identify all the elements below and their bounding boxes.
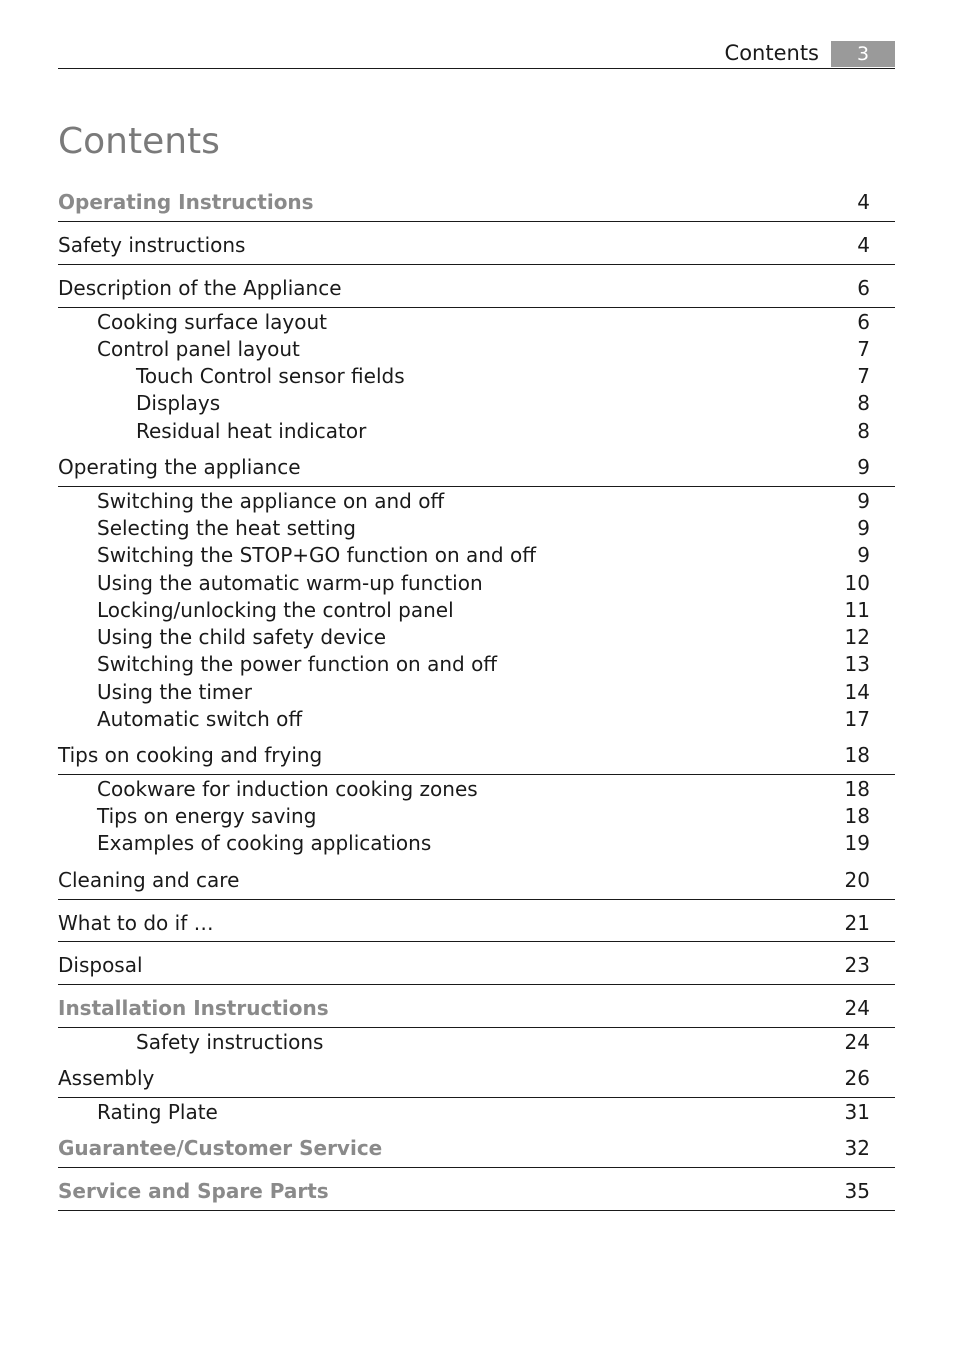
toc-entry-page-number: 18 — [844, 804, 870, 828]
toc-entry[interactable] — [58, 802, 895, 829]
header-rule — [58, 68, 895, 69]
toc-entry-page-number: 17 — [844, 707, 870, 731]
toc-entry-page-number: 31 — [844, 1100, 870, 1124]
toc-entry-title: Control panel layout — [97, 337, 300, 361]
toc-entry-title: Installation Instructions — [58, 996, 329, 1020]
toc-entry-title: Switching the appliance on and off — [97, 489, 445, 513]
toc-entry-title: Description of the Appliance — [58, 276, 342, 300]
toc-entry-page-number: 8 — [857, 419, 870, 443]
toc-entry[interactable] — [58, 866, 895, 900]
toc-entry-page-number: 18 — [844, 777, 870, 801]
toc-entry[interactable] — [58, 487, 895, 514]
toc-entry-title: Using the child safety device — [97, 625, 387, 649]
toc-entry-page-number: 4 — [857, 233, 870, 257]
toc-entry-page-number: 6 — [857, 276, 870, 300]
toc-entry-title: Rating Plate — [97, 1100, 218, 1124]
toc-entry[interactable] — [58, 829, 895, 856]
page-number-badge: 3 — [831, 41, 895, 67]
toc-entry-title: Operating the appliance — [58, 455, 301, 479]
toc-entry-title: Safety instructions — [136, 1030, 324, 1054]
toc-entry[interactable] — [58, 231, 895, 265]
toc-entry-page-number: 21 — [844, 911, 870, 935]
toc-entry-page-number: 14 — [844, 680, 870, 704]
page-title: Contents — [58, 121, 220, 162]
toc-entry-page-number: 26 — [844, 1066, 870, 1090]
toc-entry[interactable] — [58, 335, 895, 362]
toc-entry-title: Cooking surface layout — [97, 310, 327, 334]
toc-entry-page-number: 4 — [857, 190, 870, 214]
toc-entry-title: Examples of cooking applications — [97, 831, 432, 855]
toc-entry-title: Guarantee/Customer Service — [58, 1136, 383, 1160]
toc-entry[interactable] — [58, 909, 895, 942]
toc-entry-page-number: 9 — [857, 516, 870, 540]
toc-entry-page-number: 18 — [844, 743, 870, 767]
toc-entry-page-number: 9 — [857, 455, 870, 479]
toc-entry[interactable] — [58, 741, 895, 775]
toc-entry-title: Automatic switch off — [97, 707, 303, 731]
toc-entry[interactable] — [58, 705, 895, 732]
toc-entry-page-number: 24 — [844, 1030, 870, 1054]
toc-entry-page-number: 13 — [844, 652, 870, 676]
toc-section-heading[interactable] — [58, 1177, 895, 1211]
toc-entry-title: Service and Spare Parts — [58, 1179, 329, 1203]
toc-entry-page-number: 19 — [844, 831, 870, 855]
toc-entry-page-number: 10 — [844, 571, 870, 595]
toc-entry[interactable] — [58, 623, 895, 650]
toc-entry-title: Switching the power function on and off — [97, 652, 498, 676]
toc-entry-title: Switching the STOP+GO function on and off — [97, 543, 536, 567]
toc-entry-title: Safety instructions — [58, 233, 246, 257]
toc-entry-title: Operating Instructions — [58, 190, 314, 214]
toc-entry-page-number: 8 — [857, 391, 870, 415]
toc-entry-title: Tips on cooking and frying — [58, 743, 323, 767]
toc-entry-page-number: 24 — [844, 996, 870, 1020]
toc-entry-title: Residual heat indicator — [136, 419, 367, 443]
toc-entry[interactable] — [58, 541, 895, 568]
toc-entry[interactable] — [58, 417, 895, 444]
toc-entry[interactable] — [58, 453, 895, 487]
toc-entry[interactable] — [58, 514, 895, 541]
toc-entry[interactable] — [58, 1098, 895, 1125]
toc-entry-title: Using the automatic warm-up function — [97, 571, 483, 595]
toc-entry-title: Touch Control sensor fields — [136, 364, 405, 388]
toc-entry[interactable] — [58, 678, 895, 705]
toc-entry-title: Assembly — [58, 1066, 155, 1090]
toc-entry-page-number: 7 — [857, 337, 870, 361]
toc-entry-page-number: 9 — [857, 543, 870, 567]
toc-entry-title: What to do if … — [58, 911, 214, 935]
toc-section-heading[interactable] — [58, 1134, 895, 1168]
toc-entry-title: Selecting the heat setting — [97, 516, 356, 540]
toc-entry[interactable] — [58, 951, 895, 985]
toc-entry-page-number: 9 — [857, 489, 870, 513]
toc-entry[interactable] — [58, 1028, 895, 1055]
toc-entry-title: Locking/unlocking the control panel — [97, 598, 454, 622]
toc-entry-page-number: 23 — [844, 953, 870, 977]
toc-entry-title: Disposal — [58, 953, 143, 977]
toc-entry-title: Cleaning and care — [58, 868, 240, 892]
toc-entry-title: Cookware for induction cooking zones — [97, 777, 478, 801]
toc-entry[interactable] — [58, 362, 895, 389]
toc-entry[interactable] — [58, 596, 895, 623]
toc-section-heading[interactable] — [58, 188, 895, 222]
toc-entry-page-number: 32 — [844, 1136, 870, 1160]
toc-entry-page-number: 35 — [844, 1179, 870, 1203]
toc-entry-title: Using the timer — [97, 680, 252, 704]
toc-entry[interactable] — [58, 775, 895, 802]
toc-entry-page-number: 6 — [857, 310, 870, 334]
toc-entry[interactable] — [58, 389, 895, 416]
toc-entry[interactable] — [58, 650, 895, 677]
toc-entry[interactable] — [58, 569, 895, 596]
toc-entry-title: Tips on energy saving — [97, 804, 317, 828]
toc-entry-title: Displays — [136, 391, 221, 415]
toc-entry-page-number: 12 — [844, 625, 870, 649]
toc-entry-page-number: 20 — [844, 868, 870, 892]
toc-entry-page-number: 7 — [857, 364, 870, 388]
toc-section-heading[interactable] — [58, 994, 895, 1028]
toc-entry[interactable] — [58, 308, 895, 335]
toc-entry[interactable] — [58, 1064, 895, 1098]
running-header-label: Contents — [724, 41, 819, 65]
toc-entry-page-number: 11 — [844, 598, 870, 622]
toc-entry[interactable] — [58, 274, 895, 308]
